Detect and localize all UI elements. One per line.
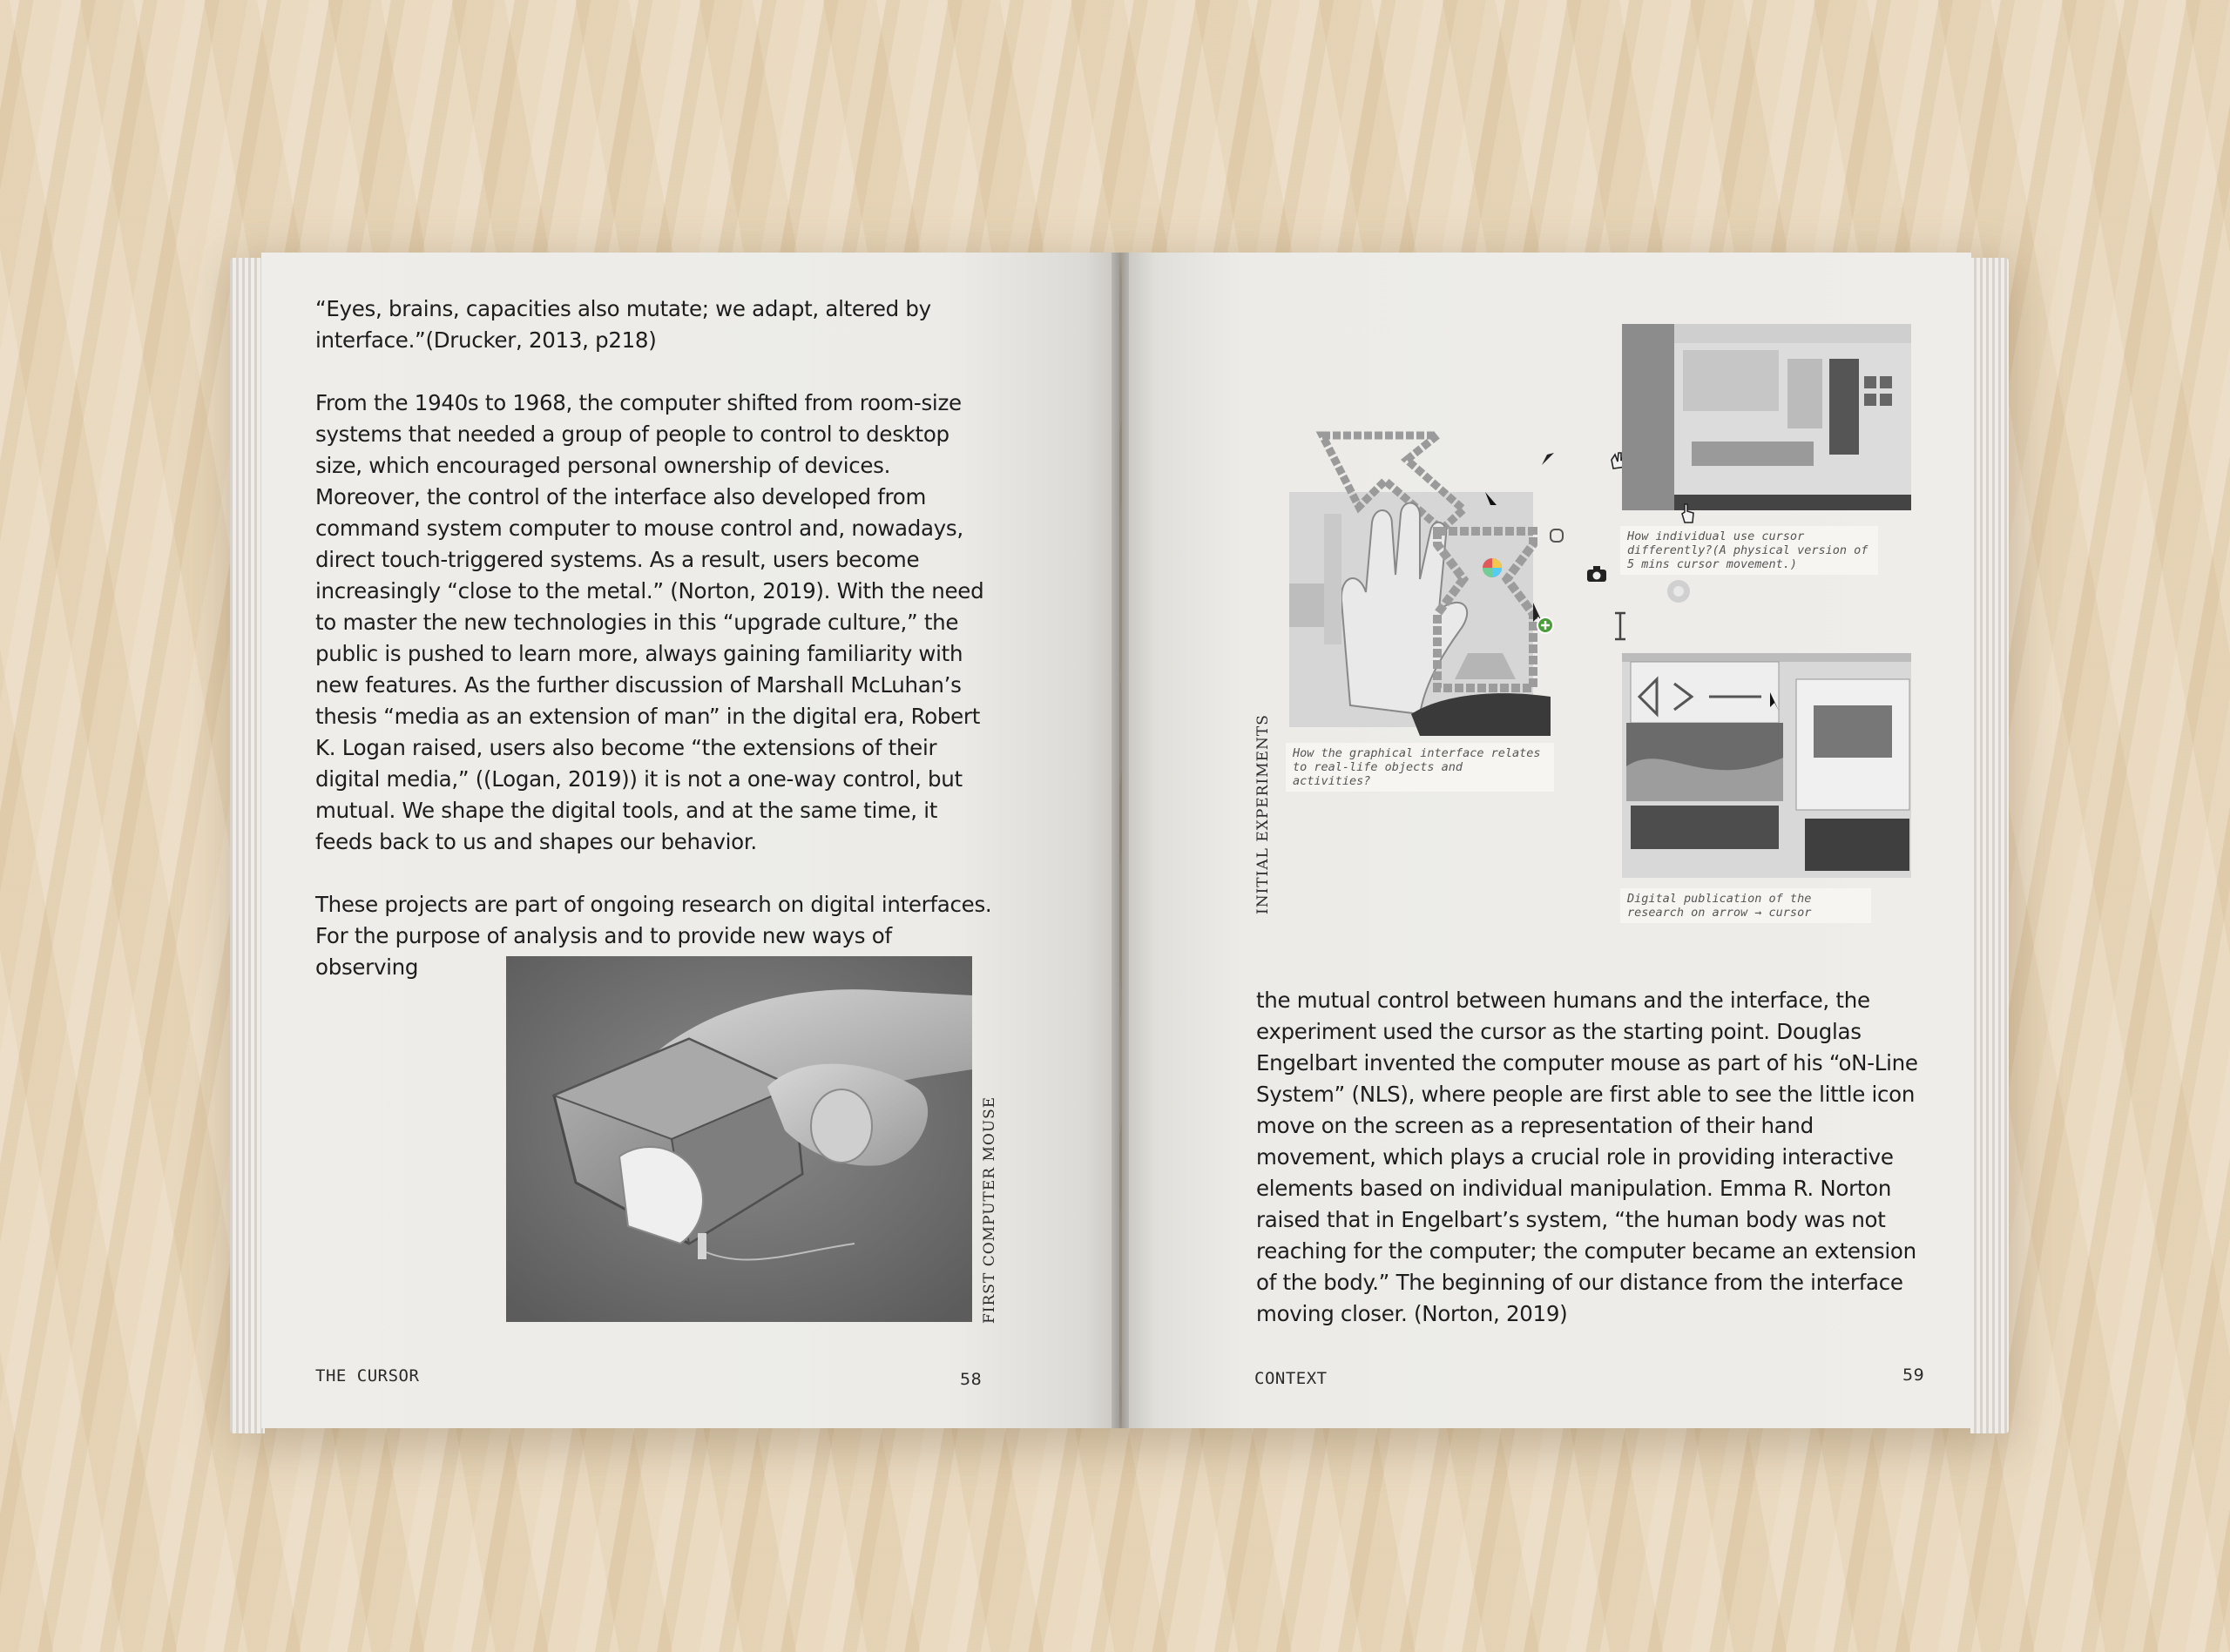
page-edges-right [1970, 258, 2009, 1433]
drag-hand-icon [1547, 526, 1566, 545]
body-paragraph-1: From the 1940s to 1968, the computer shifted from room-size systems that needed a group of people to control to desktop size, which encouraged personal ownership of devices. Moreover, the control of the interface also developed from command system computer to mouse control and, nowadays, direct touch-triggered systems. As a result, users become increasingly “close to the metal.” (Norton, 2019). With the need to master the new technologies in this “upgrade culture,” the public is pushed to learn more, always gaining familiarity with new features. As the further discussion of Marshall McLuhan’s thesis “media as an extension of man” in the digital era, Robert K. Logan raised, users also become “the extensions of their digital media,” ((Logan, 2019)) it is not a one-way control, but mutual. We shape the digital tools, and at the same time, it feeds back to us and shapes our behavior. [315, 390, 984, 854]
physical-cursor-photo [1622, 324, 1911, 510]
small-arrow-cursor-icon [1538, 449, 1558, 469]
caption-physical-cursor: How individual use cursor differently?(A physical version of 5 mins cursor movement.) [1620, 526, 1878, 575]
section-label-initial-experiments: INITIAL EXPERIMENTS [1254, 714, 1272, 914]
right-running-head: CONTEXT [1254, 1369, 1328, 1388]
caption-digital-publication: Digital publication of the research on arrow → cursor [1620, 888, 1871, 923]
camera-icon [1585, 564, 1608, 583]
physical-cursor-illustration [1622, 324, 1911, 510]
hand-hourglass-collage [1289, 427, 1551, 736]
text-beam-cursor-icon [1610, 610, 1631, 644]
spinning-wheel-cursor-icon [1664, 577, 1693, 606]
caption-graphical-interface: How the graphical interface relates to real-life objects and activities? [1286, 743, 1554, 792]
page-edges-left [230, 258, 265, 1433]
mouse-photo-illustration [506, 956, 972, 1322]
quote-paragraph: “Eyes, brains, capacities also mutate; we adapt, altered by interface.”(Drucker, 2013, p218) [315, 296, 931, 353]
right-page-number: 59 [1902, 1365, 1925, 1385]
digital-publication-photo [1622, 653, 1911, 878]
left-page-text [315, 293, 995, 1015]
hand-hourglass-illustration [1289, 427, 1551, 736]
left-running-head: THE CURSOR [315, 1366, 420, 1386]
first-computer-mouse-photo [506, 956, 972, 1322]
body-paragraph-3: the mutual control between humans and the interface, the experiment used the cursor as the starting point. Douglas Engelbart invented the computer mouse as part of his “oN-Line System” (NLS), where people are first able to see the little icon move on the screen as a representation of their hand movement, which plays a crucial role in providing interactive elements based on individual manipulation. Emma R. Norton raised that in Engelbart’s system, “the human body was not reaching for the computer; the computer became an extension of the body.” The beginning of our distance from the interface moving closer. (Norton, 2019) [1256, 988, 1918, 1326]
figure-label-first-computer-mouse: FIRST COMPUTER MOUSE [981, 1096, 998, 1324]
book-gutter [1112, 253, 1129, 1428]
right-page-text [1256, 985, 1936, 1361]
digital-publication-illustration [1622, 653, 1911, 878]
copy-add-cursor-icon [1530, 599, 1558, 651]
left-page-number: 58 [960, 1370, 983, 1389]
body-paragraph-2: These projects are part of ongoing research on digital interfaces. For the purpose of analysis and to provide new ways of observing [315, 892, 992, 980]
pointer-hand-cursor-icon [1678, 502, 1697, 524]
